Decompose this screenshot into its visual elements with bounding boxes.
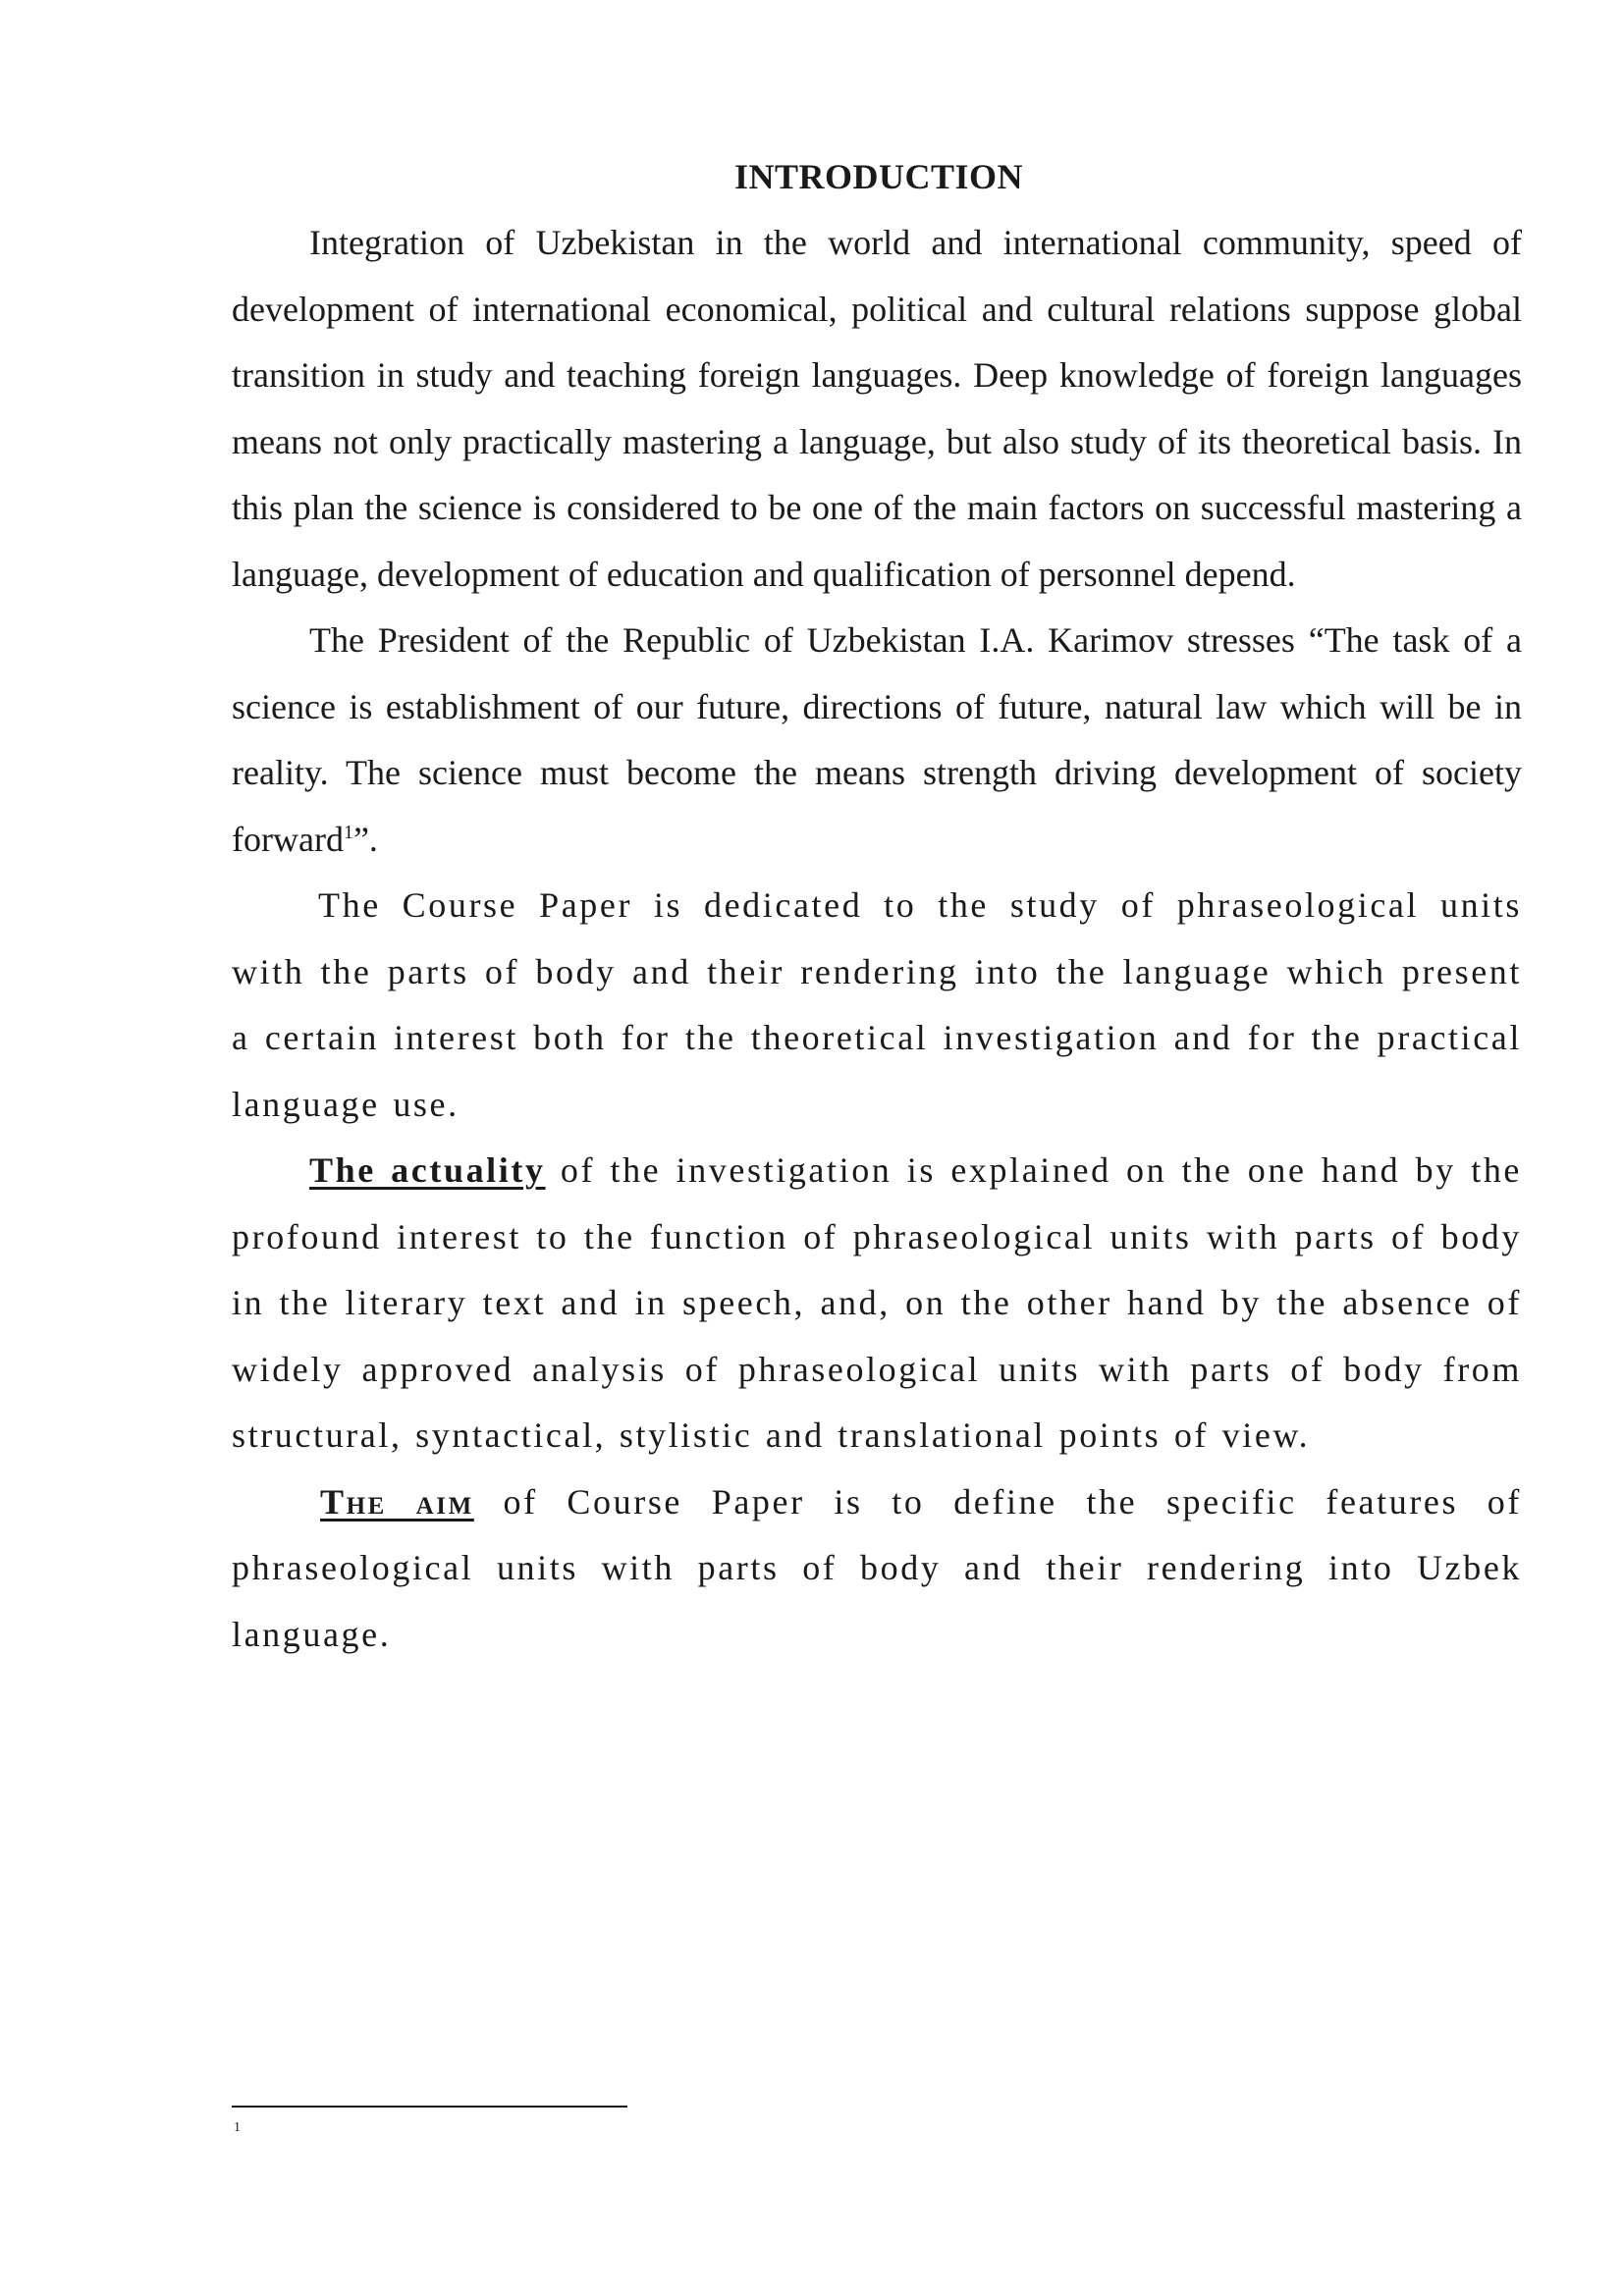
- actuality-text: of the investigation is explained on the one hand by the profound interest to the function of phraseological units with parts of body in the literary text and in speech, and, on the other hand by the absence of widely approved analysis of phraseological units with parts of body from structural, syntactical, stylistic and translational points of view.: [232, 1150, 1522, 1455]
- footnote-separator: [232, 2106, 627, 2108]
- page-title: INTRODUCTION: [733, 157, 1024, 196]
- president-quote-end: ”.: [352, 819, 378, 859]
- body-text: [232, 210, 1522, 1668]
- aim-text: of Course Paper is to define the specific features of phraseological units with parts of body and their rendering into Uzbek language.: [232, 1481, 1522, 1654]
- paragraph-president-quote: [232, 608, 1522, 873]
- footnote-number: 1: [234, 2120, 241, 2135]
- paragraph-course-paper: The Course Paper is dedicated to the study of phraseological units with the parts of body and their rendering into the language which present a certain interest both for the theoretical investigation and for the practical language use.: [232, 885, 1522, 1124]
- aim-label: The aim: [320, 1481, 474, 1522]
- paragraph-actuality: [232, 1138, 1522, 1469]
- president-quote-text: The President of the Republic of Uzbekistan I.A. Karimov stresses “The task of a science is establishment of our future, directions of future, natural law which will be in reality. The science must become the means strength driving development of society forward: [232, 620, 1522, 859]
- paragraph-aim: [232, 1469, 1522, 1669]
- actuality-label: The actuality: [309, 1150, 546, 1190]
- footnote-reference: 1: [343, 821, 353, 843]
- paragraph-integration: Integration of Uzbekistan in the world and international community, speed of development of international economical, political and cultural relations suppose global transition in study and teaching foreign languages. Deep knowledge of foreign languages means not only practically mastering a language, but also study of its theoretical basis. In this plan the science is considered to be one of the main factors on successful mastering a language, development of education and qualification of personnel depend.: [232, 223, 1522, 594]
